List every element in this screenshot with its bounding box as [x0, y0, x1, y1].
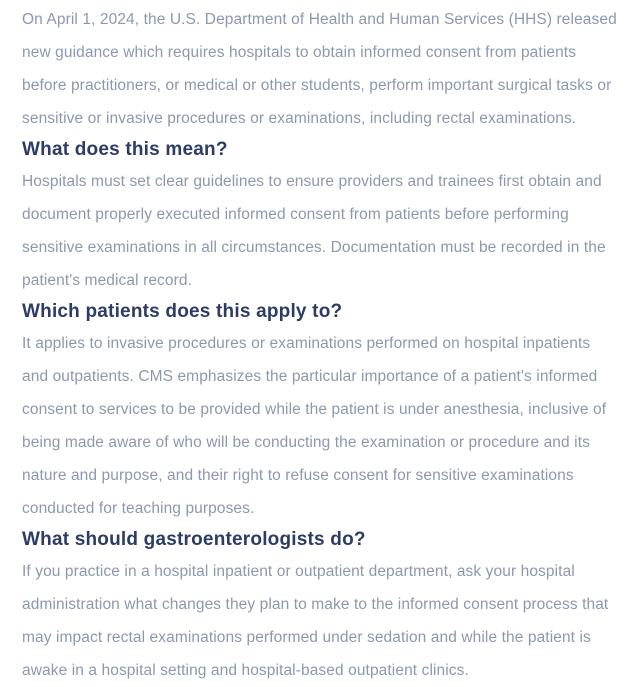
section-what-does-this-mean — [22, 135, 620, 297]
heading-what-should-gastroenterologists-do: What should gastroenterologists do? — [22, 529, 366, 550]
heading-which-patients: Which patients does this apply to? — [22, 301, 343, 322]
heading-what-does-this-mean: What does this mean? — [22, 139, 228, 160]
paragraph-what-does-this-mean: Hospitals must set clear guidelines to ensure providers and trainees first obtain and document properly executed informed consent from patients before performing sensitive examinations in all circumstances. Documentation must be recorded in the patient's medical record. — [22, 173, 606, 289]
section-what-should-gastroenterologists-do — [22, 525, 620, 687]
intro-paragraph: On April 1, 2024, the U.S. Department of Health and Human Services (HHS) released new guidance which requires hospitals to obtain informed consent from patients before practitioners, or medical or other students, perform important surgical tasks or sensitive or invasive procedures or examinations, including rectal examinations. — [22, 11, 617, 127]
section-which-patients — [22, 297, 620, 525]
paragraph-which-patients: It applies to invasive procedures or examinations performed on hospital inpatients and outpatients. CMS emphasizes the particular importance of a patient's informed consent to services to be provided while the patient is under anesthesia, inclusive of being made aware of who will be conducting the examination or procedure and its nature and purpose, and their right to refuse consent for sensitive examinations conducted for teaching purposes. — [22, 335, 607, 517]
paragraph-what-should-gastroenterologists-do: If you practice in a hospital inpatient or outpatient department, ask your hospital administration what changes they plan to make to the informed consent process that may impact rectal examinations performed under sedation and while the patient is awake in a hospital setting and hospital-based outpatient clinics. — [22, 563, 609, 679]
